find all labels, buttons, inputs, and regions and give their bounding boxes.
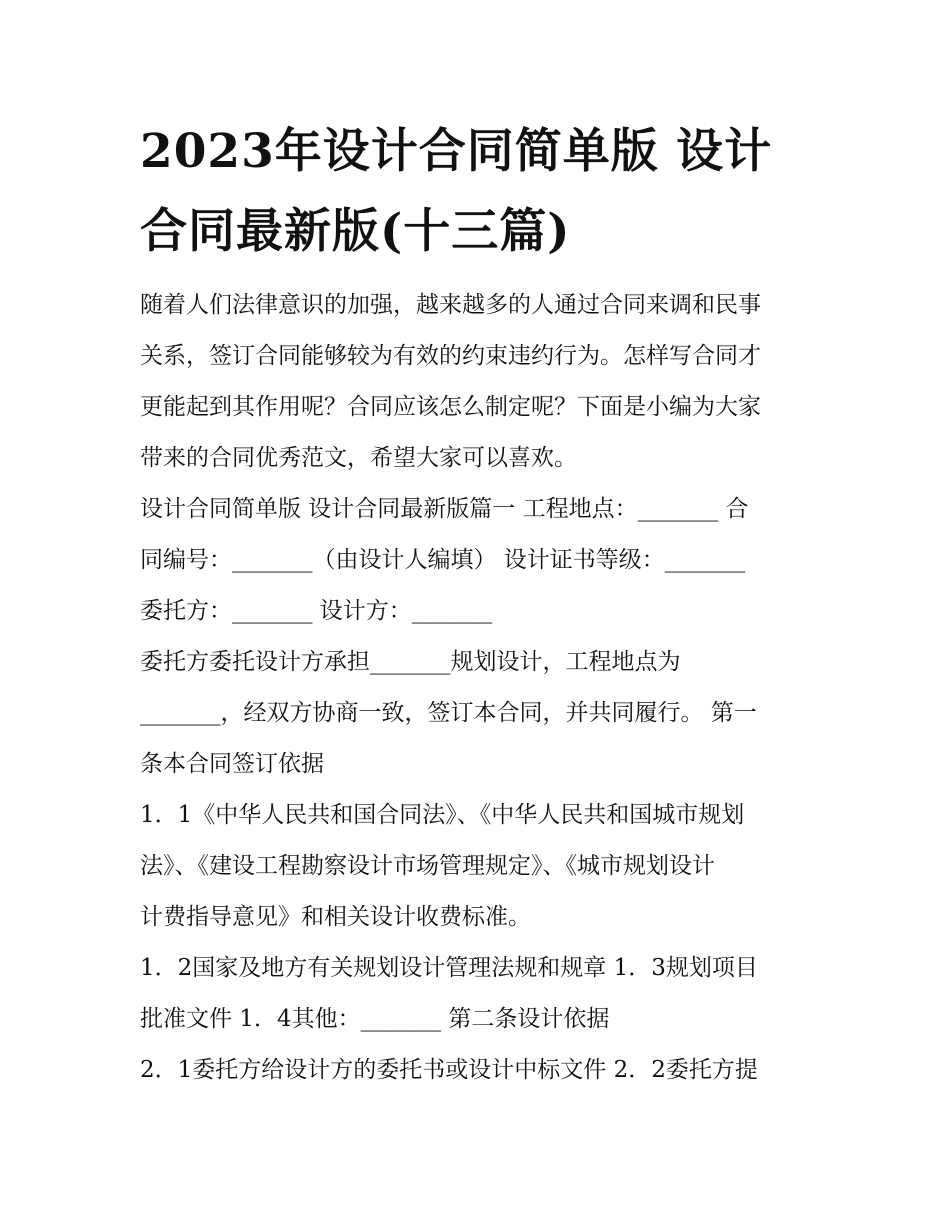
text-line: 设计合同简单版 设计合同最新版篇一 工程地点：_______ 合 [140, 496, 749, 522]
text-line: 随着人们法律意识的加强，越来越多的人通过合同来调和民事 [140, 292, 761, 318]
text-line: 带来的合同优秀范文，希望大家可以喜欢。 [140, 445, 577, 471]
clause-1-1-paragraph [140, 790, 820, 943]
text-line: 同编号：_______（由设计人编填） 设计证书等级：_______ [140, 547, 746, 573]
text-line: 批准文件 1．4其他：_______ 第二条设计依据 [140, 1006, 610, 1032]
text-line: 1．1《中华人民共和国合同法》、《中华人民共和国城市规划 [140, 802, 745, 828]
text-line: 1．2国家及地方有关规划设计管理法规和规章 1．3规划项目 [140, 955, 758, 981]
text-line: 委托方：_______ 设计方：_______ [140, 598, 493, 624]
document-body [140, 112, 820, 1096]
contract-header-paragraph [140, 484, 820, 637]
text-line: 关系，签订合同能够较为有效的约束违约行为。怎样写合同才 [140, 343, 761, 369]
text-line: 更能起到其作用呢？合同应该怎么制定呢？下面是小编为大家 [140, 394, 761, 420]
intro-paragraph [140, 280, 820, 484]
text-line: 委托方委托设计方承担_______规划设计，工程地点为 [140, 649, 681, 675]
clause-2-1-paragraph [140, 1045, 820, 1096]
text-line: 法》、《建设工程勘察设计市场管理规定》、《城市规划设计 [140, 853, 715, 879]
title-line: 合同最新版(十三篇) [140, 204, 571, 259]
contract-preamble-paragraph [140, 637, 820, 790]
clause-1-2-paragraph [140, 943, 820, 1045]
document-title [140, 112, 820, 272]
text-line: 2．1委托方给设计方的委托书或设计中标文件 2．2委托方提 [140, 1057, 758, 1083]
text-line: 条本合同签订依据 [140, 751, 324, 777]
title-line: 2023年设计合同简单版 设计 [140, 124, 773, 179]
text-line: 计费指导意见》和相关设计收费标准。 [140, 904, 531, 930]
text-line: _______，经双方协商一致，签订本合同，并共同履行。 第一 [140, 700, 757, 726]
